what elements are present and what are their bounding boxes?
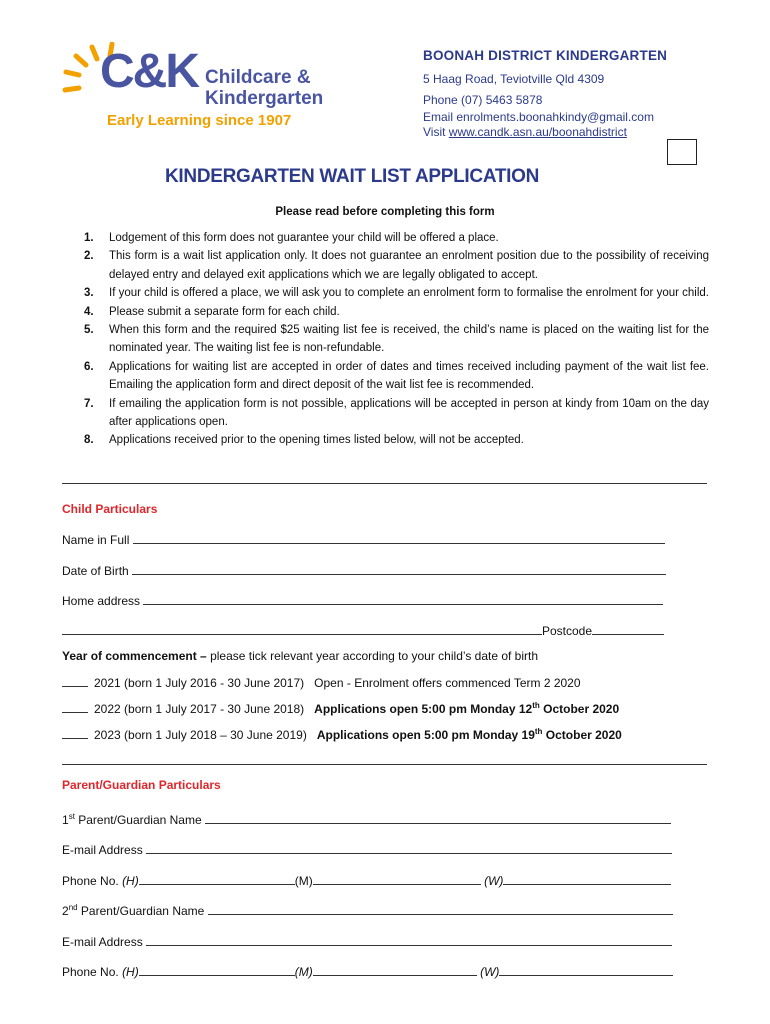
office-tick-box[interactable] <box>667 139 697 165</box>
list-number: 3. <box>84 287 94 300</box>
list-text: Lodgement of this form does not guarantee your child will be offered a place. <box>109 232 499 244</box>
visit-label: Visit <box>423 125 449 139</box>
year-heading-rest: please tick relevant year according to your child’s date of birth <box>206 649 539 663</box>
parent1-phone-w-field[interactable] <box>503 873 671 885</box>
parent2-email-label: E-mail Address <box>62 935 143 949</box>
status-text: Applications open 5:00 pm Monday 12 <box>314 702 533 716</box>
parent2-name-row <box>62 903 673 918</box>
read-first-heading: Please read before completing this form <box>275 206 495 218</box>
org-name: BOONAH DISTRICT KINDERGARTEN <box>423 48 668 63</box>
list-item <box>84 358 709 395</box>
status-text: Applications open 5:00 pm Monday 19 <box>316 728 535 742</box>
phone-w-label: (W) <box>484 874 504 888</box>
status-sup: th <box>534 727 543 736</box>
phone-h-label: (H) <box>122 965 139 979</box>
logo-line-2: Kindergarten <box>205 88 324 109</box>
parent1-name-field[interactable] <box>205 812 671 824</box>
year-text-2021: 2021 (born 1 July 2016 - 30 June 2017) <box>94 676 305 690</box>
list-text: This form is a wait list application only. It does not guarantee an enrolment position due to the possibility of receiving delayed entry and delayed exit applications which we are legally obligated to accept. <box>109 250 709 281</box>
list-number: 5. <box>84 324 94 337</box>
parent1-phone-row <box>62 873 671 888</box>
phone-h-label: (H) <box>122 874 139 888</box>
phone-m-label: (M) <box>294 965 313 979</box>
parent2-phone-h-field[interactable] <box>139 964 295 976</box>
list-item <box>84 229 709 247</box>
logo-tagline: Early Learning since 1907 <box>107 112 292 129</box>
year-text-2023: 2023 (born 1 July 2018 – 30 June 2019) <box>94 728 307 742</box>
list-text: Applications for waiting list are accepted in order of dates and times received including payment of the wait list fee. Emailing the application form and direct deposit of the wait list fee is recommended. <box>109 360 709 392</box>
year-status-2021: Open - Enrolment offers commenced Term 2 2020 <box>314 676 581 690</box>
org-phone: Phone (07) 5463 5878 <box>423 93 543 107</box>
parent2-email-row <box>62 934 672 949</box>
year-heading <box>62 649 538 663</box>
list-number: 8. <box>84 434 94 447</box>
status-end: October 2020 <box>542 728 622 742</box>
parent1-email-label: E-mail Address <box>62 843 143 857</box>
child-dob-field[interactable] <box>132 563 666 575</box>
year-heading-bold: Year of commencement – <box>62 649 207 663</box>
parent1-phone-h-field[interactable] <box>139 873 295 885</box>
list-number: 2. <box>84 250 94 263</box>
parent1-name-row <box>62 812 671 827</box>
list-item <box>84 303 709 321</box>
year-status-2023 <box>317 728 622 742</box>
child-dob-row <box>62 563 666 578</box>
child-dob-label: Date of Birth <box>62 564 129 578</box>
year-option-2021 <box>62 675 581 690</box>
parent1-email-field[interactable] <box>146 842 672 854</box>
phone-m-label: (M) <box>294 874 313 888</box>
child-address-label: Home address <box>62 594 141 608</box>
divider <box>62 483 707 484</box>
list-item <box>84 247 709 284</box>
child-address-field-2[interactable] <box>62 623 542 635</box>
year-tick-2023[interactable] <box>62 727 88 739</box>
website-link[interactable]: www.candk.asn.au/boonahdistrict <box>448 125 627 139</box>
parent2-phone-label: Phone No. <box>62 965 119 979</box>
org-email: Email enrolments.boonahkindy@gmail.com <box>423 110 654 124</box>
parent-section-title: Parent/Guardian Particulars <box>62 778 221 792</box>
list-item <box>84 284 709 302</box>
year-tick-2022[interactable] <box>62 701 88 713</box>
child-name-label: Name in Full <box>62 533 130 547</box>
list-number: 6. <box>84 360 94 373</box>
list-number: 1. <box>84 232 94 244</box>
label-text: Parent/Guardian Name <box>77 904 205 918</box>
child-address-field[interactable] <box>143 593 663 605</box>
label-text: Parent/Guardian Name <box>74 813 202 827</box>
list-item <box>84 431 709 449</box>
logo-line-1: Childcare & <box>205 67 311 88</box>
year-option-2023 <box>62 727 622 742</box>
year-tick-2021[interactable] <box>62 675 88 687</box>
child-address-row <box>62 593 663 608</box>
list-item <box>84 321 709 358</box>
year-status-2022 <box>314 702 619 716</box>
postcode-label: Postcode <box>542 624 593 638</box>
child-section-title: Child Particulars <box>62 502 158 516</box>
status-end: October 2020 <box>539 702 620 716</box>
parent2-name-field[interactable] <box>208 903 673 915</box>
list-number: 4. <box>84 305 94 318</box>
ordinal: 1 <box>62 813 69 827</box>
logo-brand-mark: C&K <box>100 45 198 98</box>
parent1-name-label <box>62 813 202 827</box>
postcode-field[interactable] <box>592 623 664 635</box>
list-number: 7. <box>84 397 94 410</box>
child-name-field[interactable] <box>133 532 665 544</box>
list-text: Applications received prior to the opening times listed below, will not be accepted. <box>109 434 524 447</box>
parent2-name-label <box>62 904 204 918</box>
notes-list <box>84 229 709 450</box>
list-text: When this form and the required $25 waiting list fee is received, the child’s name is placed on the waiting list for the nominated year. The waiting list fee is non-refundable. <box>109 324 709 355</box>
page-title: KINDERGARTEN WAIT LIST APPLICATION <box>165 166 540 187</box>
child-name-row <box>62 532 665 547</box>
parent2-phone-w-field[interactable] <box>499 964 673 976</box>
ordinal: 2 <box>62 904 69 918</box>
year-option-2022 <box>62 701 619 716</box>
ordinal-sup: nd <box>68 903 78 912</box>
parent2-phone-row <box>62 964 673 979</box>
status-sup: th <box>532 701 540 710</box>
divider <box>62 764 707 765</box>
list-item <box>84 395 709 432</box>
ordinal-sup: st <box>68 812 75 821</box>
parent1-phone-label: Phone No. <box>62 874 119 888</box>
parent1-phone-m-field[interactable] <box>313 873 481 885</box>
org-address: 5 Haag Road, Teviotville Qld 4309 <box>423 72 605 86</box>
list-text: If your child is offered a place, we will ask you to complete an enrolment form to formalise the enrolment for your child. <box>109 287 709 300</box>
year-text-2022: 2022 (born 1 July 2017 - 30 June 2018) <box>94 702 305 716</box>
parent1-email-row <box>62 842 672 857</box>
org-website-line <box>423 125 627 139</box>
child-address-row-2 <box>62 623 664 638</box>
list-text: Please submit a separate form for each child. <box>109 305 340 318</box>
parent2-phone-m-field[interactable] <box>313 964 477 976</box>
phone-w-label: (W) <box>480 965 500 979</box>
list-text: If emailing the application form is not possible, applications will be accepted in person at kindy from 10am on the day after applications open. <box>109 397 709 429</box>
parent2-email-field[interactable] <box>146 934 672 946</box>
